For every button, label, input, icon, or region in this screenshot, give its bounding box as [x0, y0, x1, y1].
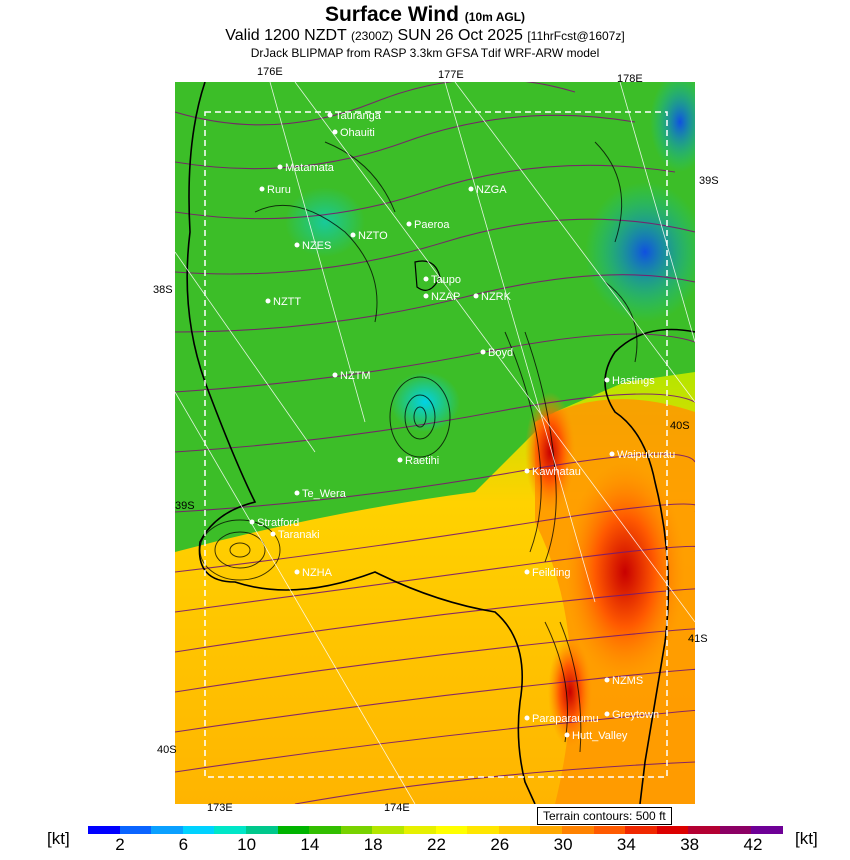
color-scale-tick-label: 30: [553, 835, 573, 854]
color-scale-tick-label: 38: [680, 835, 700, 854]
valid-date: SUN 26 Oct 2025: [397, 27, 523, 44]
lat-label-39s-left: 39S: [175, 500, 195, 512]
lat-label-38s: 38S: [153, 284, 173, 296]
place-dot-nzha: [295, 570, 300, 575]
place-label-nztm: NZTM: [340, 370, 371, 382]
color-scale-swatch: [120, 826, 152, 834]
color-scale-swatch: [467, 826, 499, 834]
place-label-nztt: NZTT: [273, 296, 302, 308]
place-dot-matamata: [278, 165, 283, 170]
color-scale-swatch: [751, 826, 783, 834]
place-dot-nzrk: [474, 294, 479, 299]
place-label-boyd: Boyd: [488, 347, 514, 359]
place-label-ohauiti: Ohauiti: [340, 127, 375, 139]
place-label-matamata: Matamata: [285, 162, 334, 174]
place-dot-feilding: [525, 570, 530, 575]
lat-label-41s: 41S: [688, 633, 708, 645]
place-dot-greytown: [605, 712, 610, 717]
place-dot-nzes: [295, 243, 300, 248]
place-label-raetihi: Raetihi: [405, 455, 440, 467]
color-scale-swatch: [499, 826, 531, 834]
color-scale-tick-label: 14: [300, 835, 320, 854]
place-dot-kawhatau: [525, 469, 530, 474]
place-label-nzrk: NZRK: [481, 291, 511, 303]
color-scale-swatch: [562, 826, 594, 834]
place-label-stratford: Stratford: [257, 517, 300, 529]
place-dot-nzga: [469, 187, 474, 192]
color-scale-tick-label: 18: [363, 835, 383, 854]
forecast-info: [11hrFcst@1607z]: [527, 29, 625, 43]
color-scale-swatch: [151, 826, 183, 834]
place-label-paraparaumu: Paraparaumu: [532, 713, 599, 725]
place-dot-hastings: [605, 378, 610, 383]
place-dot-ohauiti: [333, 130, 338, 135]
color-scale-swatch: [214, 826, 246, 834]
lon-label-178e: 178E: [617, 73, 643, 85]
valid-main: Valid 1200 NZDT: [225, 27, 347, 44]
place-label-nzga: NZGA: [476, 184, 507, 196]
wind-max-ruahine: [525, 392, 575, 512]
valid-utc: (2300Z): [351, 29, 394, 43]
lon-label-174e: 174E: [384, 802, 410, 814]
place-label-waipukurau: Waipukurau: [617, 449, 676, 461]
place-dot-waipukurau: [610, 452, 615, 457]
color-scale-swatch: [436, 826, 468, 834]
lat-label-40s-left: 40S: [157, 744, 177, 756]
lon-label-176e: 176E: [257, 66, 283, 78]
place-dot-taupo: [424, 277, 429, 282]
color-scale-swatch: [404, 826, 436, 834]
color-scale-swatch: [594, 826, 626, 834]
terrain-contour-note: Terrain contours: 500 ft: [537, 807, 672, 825]
title-text: Surface Wind: [324, 3, 459, 26]
place-label-ruru: Ruru: [267, 184, 291, 196]
place-dot-tauranga: [328, 113, 333, 118]
color-scale-swatch: [309, 826, 341, 834]
color-scale-swatch: [246, 826, 278, 834]
color-scale-tick-label: 26: [490, 835, 510, 854]
place-dot-nztt: [266, 299, 271, 304]
place-label-feilding: Feilding: [532, 567, 571, 579]
place-dot-hutt_valley: [565, 733, 570, 738]
place-label-nzms: NZMS: [612, 675, 644, 687]
color-scale-swatch: [341, 826, 373, 834]
color-scale-swatch: [183, 826, 215, 834]
place-label-greytown: Greytown: [612, 709, 660, 721]
place-label-nzto: NZTO: [358, 230, 388, 242]
place-dot-ruru: [260, 187, 265, 192]
color-scale-swatch: [530, 826, 562, 834]
title-subtext: (10m AGL): [464, 10, 526, 24]
place-dot-paeroa: [407, 222, 412, 227]
color-scale-swatch: [88, 826, 120, 834]
model-source: DrJack BLIPMAP from RASP 3.3km GFSA Tdif WRF-ARW model: [250, 46, 600, 60]
color-scale-swatch: [657, 826, 689, 834]
place-dot-stratford: [250, 520, 255, 525]
legend-unit-left: [kt]: [47, 829, 70, 848]
color-scale-tick-label: 10: [237, 835, 257, 854]
place-dot-raetihi: [398, 458, 403, 463]
place-dot-taranaki: [271, 532, 276, 537]
place-dot-te_wera: [295, 491, 300, 496]
lon-label-177e: 177E: [438, 69, 464, 81]
place-label-tauranga: Tauranga: [335, 110, 381, 122]
valid-time-line: [0, 27, 850, 45]
color-scale-bar: [88, 826, 783, 834]
place-label-nzha: NZHA: [302, 567, 332, 579]
place-dot-nztm: [333, 373, 338, 378]
place-label-nzap: NZAP: [431, 291, 461, 303]
color-scale-swatch: [688, 826, 720, 834]
lat-label-39s-right: 39S: [699, 175, 719, 187]
color-scale-swatch: [625, 826, 657, 834]
place-label-taupo: Taupo: [431, 274, 461, 286]
place-dot-nzto: [351, 233, 356, 238]
place-label-kawhatau: Kawhatau: [532, 466, 581, 478]
color-scale-swatch: [372, 826, 404, 834]
place-label-paeroa: Paeroa: [414, 219, 450, 231]
place-dot-nzms: [605, 678, 610, 683]
place-dot-paraparaumu: [525, 716, 530, 721]
color-scale-tick-label: 34: [616, 835, 636, 854]
legend-unit-right: [kt]: [795, 829, 818, 848]
place-label-hutt_valley: Hutt_Valley: [572, 730, 628, 742]
lat-label-40s-right: 40S: [670, 420, 690, 432]
color-scale-tick-label: 22: [427, 835, 446, 854]
place-label-nzes: NZES: [302, 240, 332, 252]
lon-label-173e: 173E: [207, 802, 233, 814]
chart-title: [0, 3, 850, 27]
color-scale-tick-label: 2: [115, 835, 125, 854]
color-scale-swatch: [278, 826, 310, 834]
place-dot-boyd: [481, 350, 486, 355]
color-scale-swatch: [720, 826, 752, 834]
place-dot-nzap: [424, 294, 429, 299]
wind-map[interactable]: [175, 82, 695, 804]
place-label-hastings: Hastings: [612, 375, 655, 387]
color-scale-tick-label: 6: [178, 835, 189, 854]
place-label-taranaki: Taranaki: [278, 529, 320, 541]
place-label-te_wera: Te_Wera: [302, 488, 346, 500]
color-scale-tick-label: 42: [743, 835, 763, 854]
